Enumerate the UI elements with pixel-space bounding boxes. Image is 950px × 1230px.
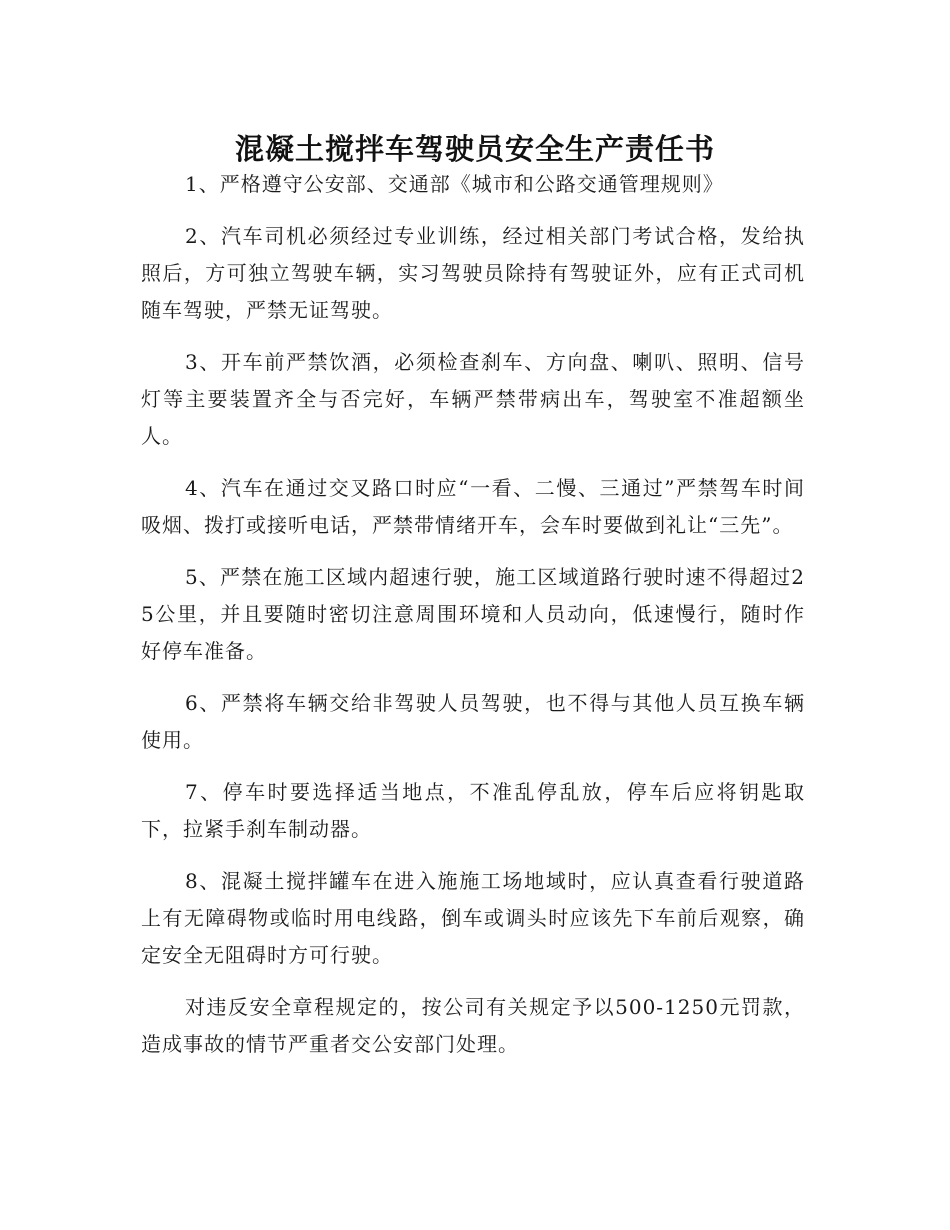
rule-paragraph-3: 3、开车前严禁饮酒，必须检查刹车、方向盘、喇叭、照明、信号灯等主要装置齐全与否完好，车辆严禁带病出车，驾驶室不准超额坐人。	[141, 350, 805, 448]
rule-paragraph-7: 7、停车时要选择适当地点，不准乱停乱放，停车后应将钥匙取下，拉紧手刹车制动器。	[141, 780, 805, 841]
penalty-paragraph: 对违反安全章程规定的，按公司有关规定予以500-1250元罚款，造成事故的情节严重者交公安部门处理。	[141, 995, 805, 1056]
document-body	[141, 166, 805, 1078]
rule-paragraph-2: 2、汽车司机必须经过专业训练，经过相关部门考试合格，发给执照后，方可独立驾驶车辆，实习驾驶员除持有驾驶证外，应有正式司机随车驾驶，严禁无证驾驶。	[141, 224, 805, 322]
rule-paragraph-8: 8、混凝土搅拌罐车在进入施施工场地域时，应认真查看行驶道路上有无障碍物或临时用电线路，倒车或调头时应该先下车前后观察，确定安全无阻碍时方可行驶。	[141, 869, 805, 967]
document-title: 混凝土搅拌车驾驶员安全生产责任书	[234, 132, 715, 167]
rule-paragraph-1: 1、严格遵守公安部、交通部《城市和公路交通管理规则》	[185, 172, 724, 196]
rule-paragraph-6: 6、严禁将车辆交给非驾驶人员驾驶，也不得与其他人员互换车辆使用。	[141, 691, 805, 752]
rule-paragraph-5: 5、严禁在施工区域内超速行驶，施工区域道路行驶时速不得超过25公里，并且要随时密切注意周围环境和人员动向，低速慢行，随时作好停车准备。	[141, 565, 805, 663]
rule-paragraph-4: 4、汽车在通过交叉路口时应“一看、二慢、三通过”严禁驾车时间吸烟、拨打或接听电话，严禁带情绪开车，会车时要做到礼让“三先”。	[141, 476, 805, 537]
